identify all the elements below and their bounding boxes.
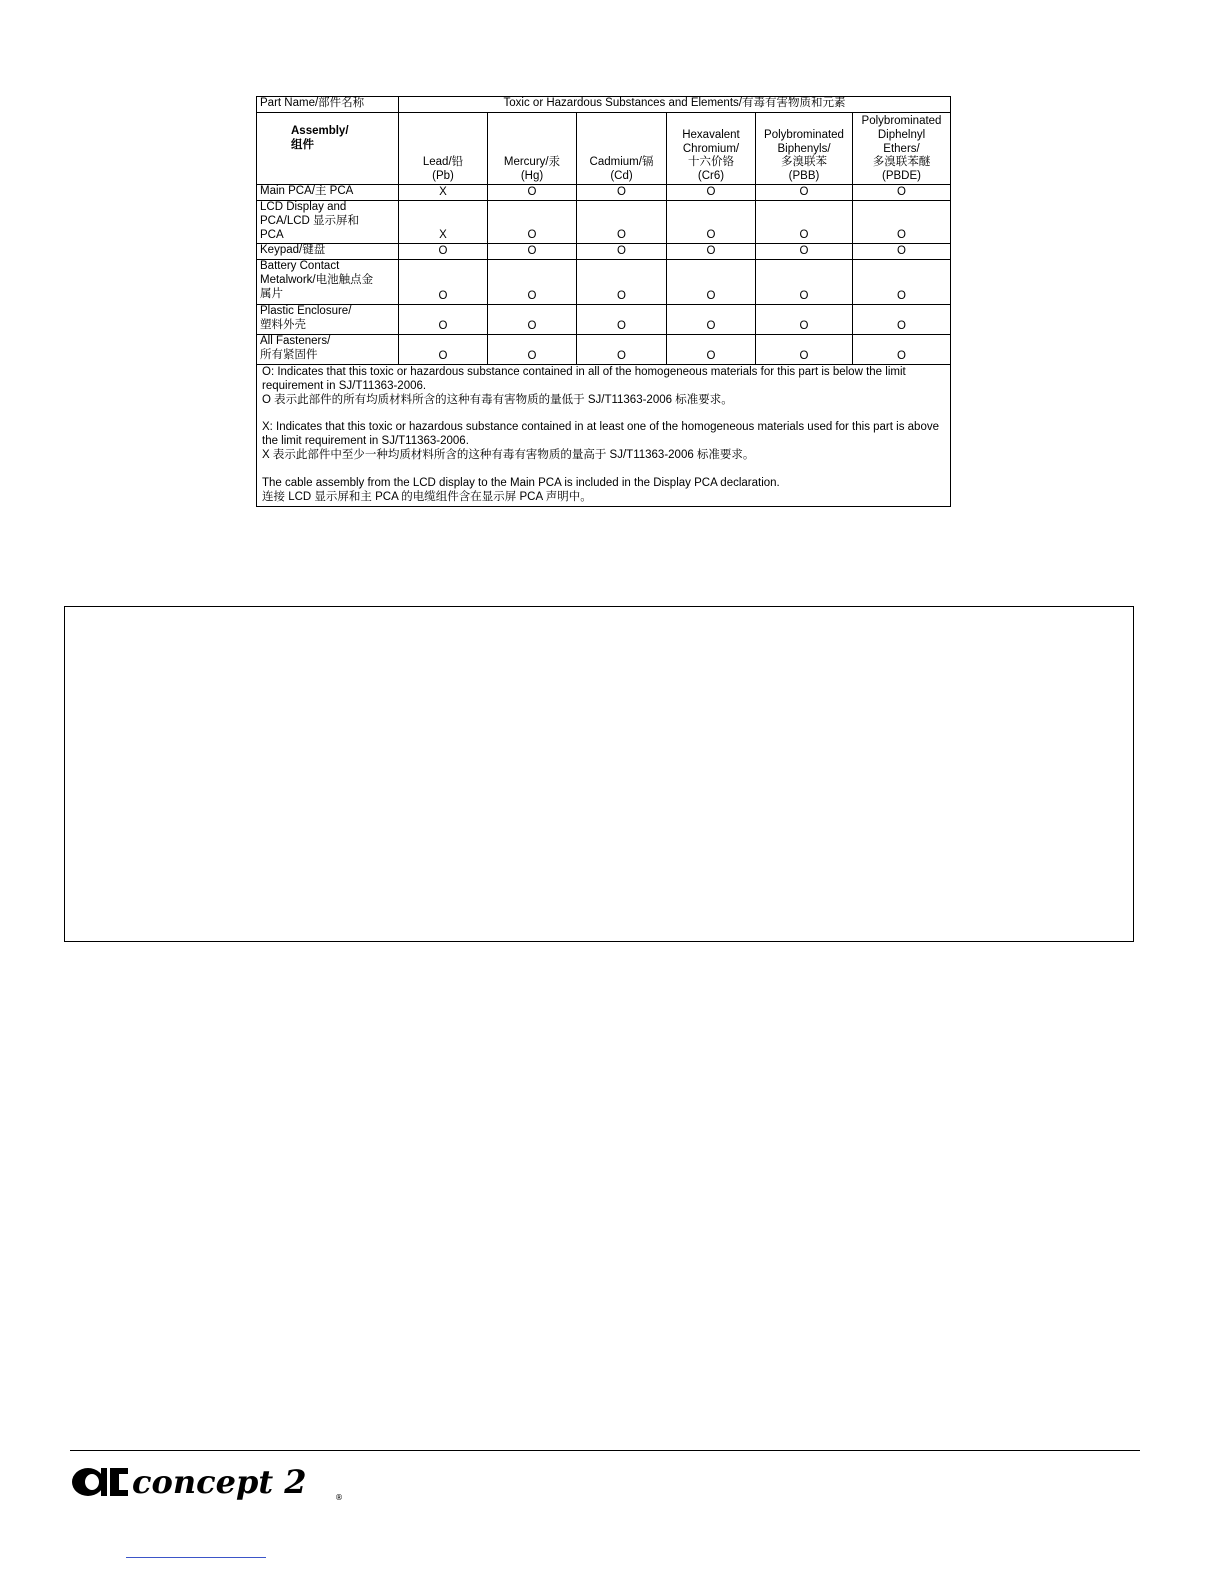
part-name-header: Part Name/部件名称 [257,97,399,113]
assembly-name-cell [257,185,399,201]
notes-spacer [262,407,946,421]
assembly-header-line: Assembly/ [291,125,349,137]
substance-value-cell: O [577,335,667,365]
note-line: The cable assembly from the LCD display to the Main PCA is included in the Display PCA declaration. [262,476,780,489]
table-title-row [257,97,951,113]
substance-value-cell: O [756,305,853,335]
substance-header-line: (Hg) [520,170,544,183]
concept2-logo-wordmark: concept 2 [132,1463,307,1501]
substance-header-line: Cadmium/镉 [589,156,654,169]
substance-value-cell: O [667,244,756,260]
substance-value-cell: O [399,244,488,260]
substance-header-line: (Cr6) [697,170,725,183]
substance-header-line: Polybrominated [764,128,844,141]
table-row [257,260,951,305]
note-line: X 表示此部件中至少一种均质材料所含的这种有毒有害物质的量高于 SJ/T11363-2006 标准要求。 [262,448,755,461]
substance-value-cell: X [399,185,488,201]
substance-value-cell: O [577,305,667,335]
footer-rule [70,1450,1140,1451]
substance-value-cell: O [853,305,951,335]
substance-value-cell: O [399,260,488,305]
notes-cell [257,365,951,507]
substance-value-cell: X [399,201,488,244]
substance-value-cell: O [577,244,667,260]
substance-value-cell: O [667,201,756,244]
assembly-name-line: 所有紧固件 [260,348,318,361]
substance-header-line: Polybrominated [861,115,942,128]
assembly-name-line: Main PCA/主 PCA [260,185,354,197]
substance-value-cell: O [488,244,577,260]
substance-column-header [853,113,951,185]
substance-column-header [577,113,667,185]
substance-header-line: Ethers/ [883,142,920,155]
registered-mark: ® [335,1493,343,1502]
substance-value-cell: O [577,201,667,244]
table-row [257,201,951,244]
substance-value-cell: O [756,260,853,305]
substance-value-cell: O [853,201,951,244]
substance-value-cell: O [756,244,853,260]
note-line: O: Indicates that this toxic or hazardous substance contained in all of the homogeneous materials for this part is below the limit requirement in SJ/T11363-2006. [262,366,906,392]
assembly-name-cell [257,260,399,305]
substance-column-header [756,113,853,185]
assembly-name-cell [257,305,399,335]
substance-header-line: Mercury/汞 [503,156,561,169]
substance-value-cell: O [756,335,853,365]
note-line: 连接 LCD 显示屏和主 PCA 的电缆组件含在显示屏 PCA 声明中。 [262,490,592,503]
notes-spacer [262,463,946,477]
substance-value-cell: O [488,201,577,244]
blank-content-box [64,606,1134,942]
column-header-row [257,113,951,185]
table-row [257,305,951,335]
substance-column-header [667,113,756,185]
substance-header-line: (Cd) [610,170,633,183]
assembly-header-line: 组件 [291,138,314,151]
assembly-name-line: Keypad/键盘 [260,244,326,256]
assembly-name-line: Metalwork/电池触点金 [260,273,374,286]
substance-value-cell: O [577,260,667,305]
substance-value-cell: O [488,305,577,335]
substance-header-line: 多溴联苯 [781,156,827,169]
substance-value-cell: O [756,185,853,201]
assembly-name-cell [257,244,399,260]
substance-value-cell: O [667,335,756,365]
table-row [257,335,951,365]
substance-header-line: (PBB) [788,170,820,183]
substance-column-header [399,113,488,185]
substance-header-line: Diphelnyl [877,128,926,141]
substance-header-line: Lead/铅 [422,156,464,169]
table-row [257,185,951,201]
assembly-name-line: PCA/LCD 显示屏和 [260,214,360,227]
substance-value-cell: O [853,244,951,260]
assembly-name-line: 属片 [260,287,283,300]
substance-header-line: Hexavalent [682,128,740,141]
substance-value-cell: O [399,305,488,335]
substance-value-cell: O [488,260,577,305]
substance-value-cell: O [667,260,756,305]
assembly-name-line: Battery Contact [260,260,340,272]
assembly-name-line: All Fasteners/ [260,335,331,347]
assembly-name-line: LCD Display and [260,201,347,213]
rohs-substance-table [256,96,951,507]
substance-header-line: (Pb) [432,170,454,183]
substance-value-cell: O [488,185,577,201]
substance-header-line: (PBDE) [882,170,921,183]
notes-row [257,365,951,507]
footer-link-underline[interactable] [126,1557,266,1558]
assembly-name-line: PCA [260,228,284,241]
substance-header-line: Chromium/ [682,142,740,155]
substance-value-cell: O [488,335,577,365]
assembly-name-cell [257,201,399,244]
assembly-name-line: Plastic Enclosure/ [260,305,352,317]
substance-header-line: 多溴联苯醚 [872,156,931,169]
substance-value-cell: O [756,201,853,244]
substances-header: Toxic or Hazardous Substances and Elements/有毒有害物质和元素 [399,97,951,113]
concept2-logo-mark [72,1468,128,1496]
substance-value-cell: O [399,335,488,365]
substance-value-cell: O [667,305,756,335]
substance-value-cell: O [853,260,951,305]
note-line: X: Indicates that this toxic or hazardous substance contained in at least one of the homogeneous materials used for this part is above the limit requirement in SJ/T11363-2006. [262,421,939,448]
substance-value-cell: O [667,185,756,201]
substance-header-line: Biphenyls/ [777,142,831,155]
substance-value-cell: O [853,185,951,201]
table-row [257,244,951,260]
substance-header-line: 十六价铬 [688,156,734,169]
substance-column-header [488,113,577,185]
note-line: O 表示此部件的所有均质材料所含的这种有毒有害物质的量低于 SJ/T11363-2006 标准要求。 [262,393,733,406]
concept2-logo [70,1462,360,1510]
assembly-name-cell [257,335,399,365]
substance-value-cell: O [577,185,667,201]
substance-value-cell: O [853,335,951,365]
assembly-header [257,113,399,185]
assembly-name-line: 塑料外壳 [260,318,306,331]
